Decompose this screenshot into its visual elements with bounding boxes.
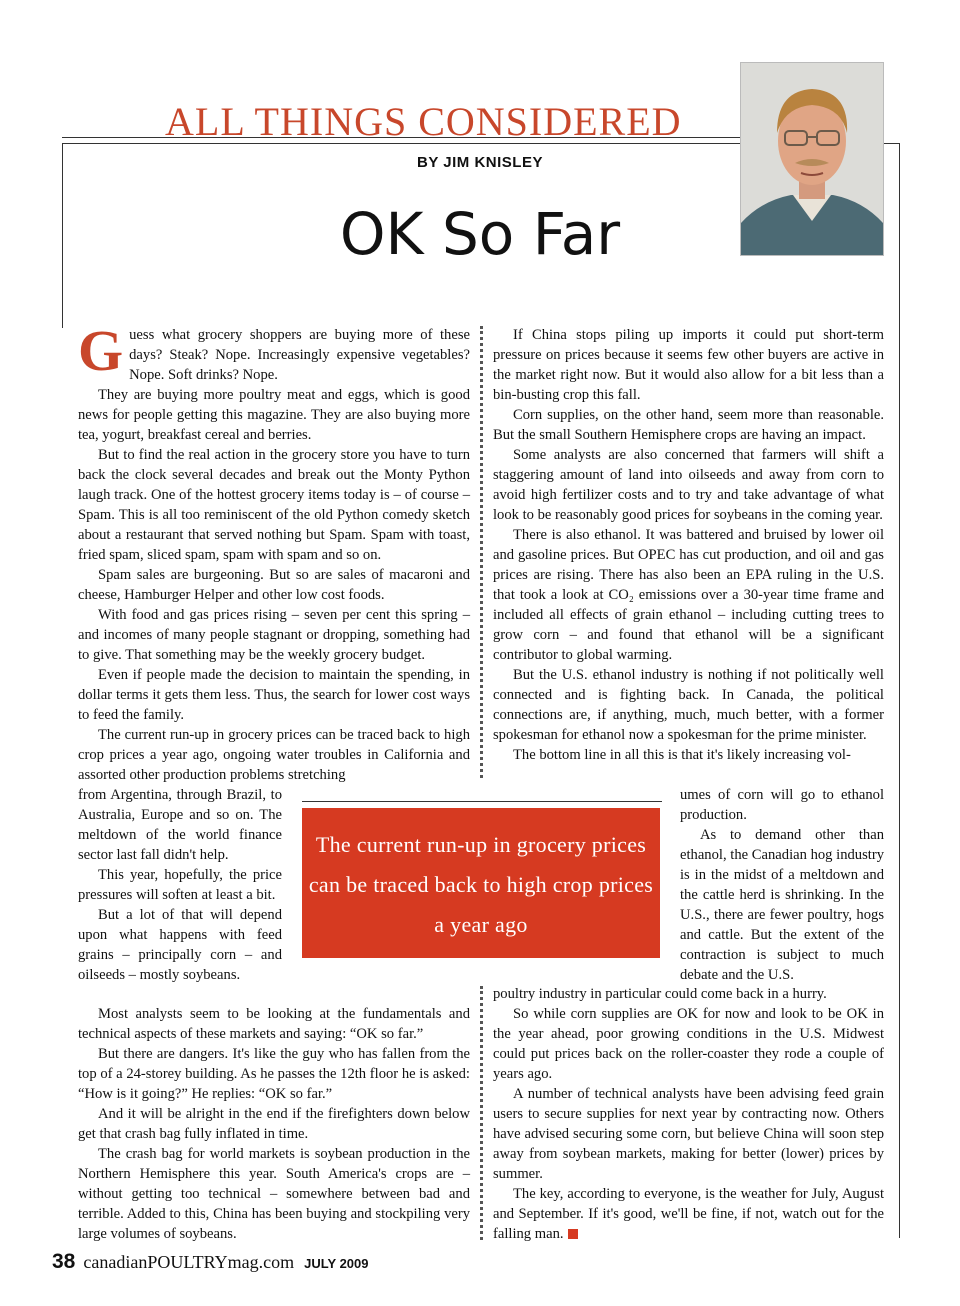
paragraph: There is also ethanol. It was battered and bruised by lower oil and gasoline prices. But OPEC has cut production, and oil and gas prices are rising. There has also been an EPA ruling in the U.S. that took a look at CO₂ emissions over a 30-year time frame and included all effects of grain ethanol – including cutting trees to grow corn – and found that ethanol will be a significant contributor to global warming. (493, 527, 884, 663)
paragraph: This year, hopefully, the price pressures will soften at least a bit. (78, 867, 282, 903)
column-divider-upper (480, 326, 483, 778)
paragraph: But to find the real action in the grocery store you have to turn back the clock several decades and break out the Monty Python laugh track. One of the hottest grocery items today is – of course – Spam. This is all too reminiscent of the old Python comedy sketch about a restaurant that served nothing but Spam. Spam with toast, fried spam, sliced spam, spam with spam and so on. (78, 447, 470, 563)
paragraph: The bottom line in all this is that it's likely increasing vol- (513, 747, 851, 763)
column-divider-lower (480, 986, 483, 1240)
paragraph: umes of corn will go to ethanol production. (680, 787, 884, 823)
pullquote-rule (302, 801, 662, 802)
magazine-site: canadianPOULTRYmag.com (83, 1252, 295, 1272)
paragraph: The key, according to everyone, is the weather for July, August and September. If it's good, we'll be fine, if not, watch out for the falling man. (493, 1186, 884, 1242)
column-1-narrow (78, 785, 282, 985)
page-footer (52, 1250, 369, 1274)
column-2-upper (493, 325, 884, 765)
paragraph: With food and gas prices rising – seven per cent this spring – and incomes of many people stagnant or dropping, something had to give. That something may be the weekly grocery budget. (78, 607, 470, 663)
paragraph: As to demand other than ethanol, the Canadian hog industry is in the midst of a meltdown and the cattle herd is shrinking. In the U.S., there are fewer poultry, hogs and cattle. But the extent of the contraction is subject to much debate and the U.S. (680, 827, 884, 983)
section-title: ALL THINGS CONSIDERED (165, 99, 682, 144)
paragraph: Corn supplies, on the other hand, seem more than reasonable. But the small Southern Hemisphere crops are having an impact. (493, 407, 884, 443)
paragraph: from Argentina, through Brazil, to Australia, Europe and so on. The meltdown of the world finance sector last fall didn't help. (78, 787, 282, 863)
author-photo (740, 62, 884, 256)
column-2-lower (493, 984, 884, 1244)
paragraph: But a lot of that will depend upon what happens with feed grains – principally corn – and oilseeds – mostly soybeans. (78, 907, 282, 983)
paragraph: Spam sales are burgeoning. But so are sales of macaroni and cheese, Hamburger Helper and other low cost foods. (78, 567, 470, 603)
paragraph: And it will be alright in the end if the firefighters down below get that crash bag fully inflated in time. (78, 1106, 470, 1142)
paragraph: Even if people made the decision to maintain the spending, in dollar terms it gets them less. Thus, the search for lower cost ways to feed the family. (78, 667, 470, 723)
column-2-narrow (680, 785, 884, 985)
drop-cap: G (78, 318, 124, 383)
column-1-lower (78, 1004, 470, 1244)
paragraph: Guess what grocery shoppers are buying more of these days? Steak? Nope. Increasingly expensive vegetables? Nope. Soft drinks? Nope. (78, 318, 470, 383)
paragraph: poultry industry in particular could come back in a hurry. (493, 986, 827, 1002)
paragraph: The current run-up in grocery prices can be traced back to high crop prices a year ago, ongoing water troubles in California and assorted other production problems stretching (78, 727, 470, 783)
paragraph: But there are dangers. It's like the guy who has fallen from the top of a 24-storey building. As he passes the 12th floor he is asked: “How is it going?” He replies: “OK so far.” (78, 1046, 470, 1102)
paragraph: But the U.S. ethanol industry is nothing if not politically well connected and is fighting back. In Canada, the political connections are, if anything, much, much better, with a former spokesman for ethanol now a spokesman for the prime minister. (493, 667, 884, 743)
issue-date: JULY 2009 (304, 1256, 369, 1271)
page-number: 38 (52, 1250, 76, 1273)
pullquote: The current run-up in grocery prices can be traced back to high crop prices a year ago (302, 808, 660, 958)
frame-right-rule (899, 143, 900, 1238)
byline: BY JIM KNISLEY (417, 154, 543, 171)
end-mark-icon (568, 1229, 578, 1239)
paragraph: So while corn supplies are OK for now and look to be OK in the year ahead, poor growing conditions in the U.S. Midwest could put prices back on the roller-coaster they rode a couple of years ago. (493, 1006, 884, 1082)
paragraph: They are buying more poultry meat and eggs, which is good news for people getting this magazine. They are also buying more tea, yogurt, breakfast cereal and berries. (78, 387, 470, 443)
column-1-upper (78, 318, 470, 785)
paragraph: Some analysts are also concerned that farmers will shift a staggering amount of land into oilseeds and away from corn to avoid high fertilizer costs and to try and take advantage of what look to be reasonably good prices for soybeans in the coming year. (493, 447, 884, 523)
paragraph: A number of technical analysts have been advising feed grain users to secure supplies for next year by contracting now. Others have advised securing some corn, but believe China will soon step away from soybean markets, making for better (lower) prices by summer. (493, 1086, 884, 1182)
paragraph: Most analysts seem to be looking at the fundamentals and technical aspects of these markets and saying: “OK so far.” (78, 1006, 470, 1042)
paragraph: The crash bag for world markets is soybean production in the Northern Hemisphere this year. South America's crops are – without getting too technical – somewhere between bad and terrible. Added to this, China has been buying and stockpiling very large volumes of soybeans. (78, 1146, 470, 1242)
headline: OK So Far (339, 200, 621, 268)
paragraph: If China stops piling up imports it could put short-term pressure on prices because it seems few other buyers are active in the market right now. But it would also allow for a bit less than a bin-busting crop this fall. (493, 327, 884, 403)
